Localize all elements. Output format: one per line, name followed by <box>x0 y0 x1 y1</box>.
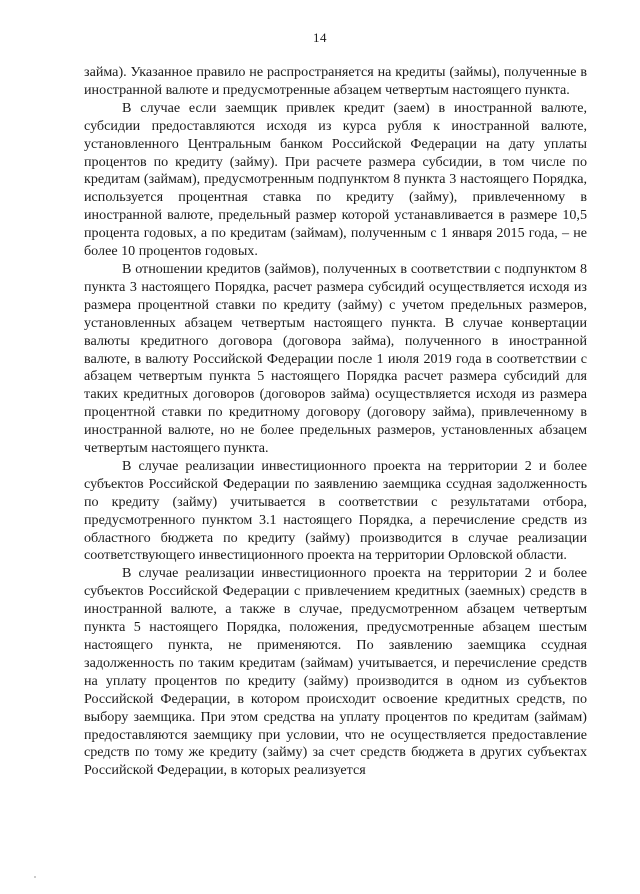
paragraph-credits-subclause-8: В отношении кредитов (займов), полученных в соответствии с подпунктом 8 пункта 3 настоящего Порядка, расчет размера субсидий осуществляется исходя из размера процентной ставки по кредиту (займу) с учетом предельных размеров, установленных абзацем четвертым настоящего пункта. В случае конвертации валюты кредитного договора (договора займа), полученного в иностранной валюте, в валюту Российской Федерации после 1 июля 2019 года в соответствии с абзацем четвертым пункта 5 настоящего Порядка расчет размера субсидий для таких кредитных договоров (договоров займа) осуществляется исходя из размера процентной ставки по кредитному договору (договору займа), привлеченному в иностранной валюте, но не более предельных размеров, установленных абзацем четвертым настоящего пункта. <box>84 260 587 457</box>
page-number: 14 <box>313 30 327 45</box>
scan-artifact-dot <box>34 876 36 878</box>
document-body <box>84 64 587 780</box>
paragraph-multi-region-project: В случае реализации инвестиционного проекта на территории 2 и более субъектов Российской Федерации по заявлению заемщика ссудная задолженность по кредиту (займу) учитывается в соответствии с результатами отбора, предусмотренного пунктом 3.1 настоящего Порядка, а перечисление средств из областного бюджета по кредиту (займу) производится в случае реализации соответствующего инвестиционного проекта на территории Орловской области. <box>84 457 587 564</box>
paragraph-continued: займа). Указанное правило не распространяется на кредиты (займы), полученные в иностранной валюте и предусмотренные абзацем четвертым настоящего пункта. <box>84 64 587 98</box>
paragraph-multi-region-foreign-credit: В случае реализации инвестиционного проекта на территории 2 и более субъектов Российской Федерации с привлечением кредитных (заемных) средств в иностранной валюте, а также в случае, предусмотренном абзацем четвертым пункта 5 настоящего Порядка, положения, предусмотренные абзацем шестым настоящего пункта, не применяются. По заявлению заемщика ссудная задолженность по таким кредитам (займам) учитывается, и перечисление средств на уплату процентов по кредиту (займу) производится в одном из субъектов Российской Федерации, в котором происходит освоение кредитных средств, по выбору заемщика. При этом средства на уплату процентов по кредитам (займам) предоставляются заемщику при условии, что не осуществляется предоставление средств по тому же кредиту (займу) за счет средств бюджета в других субъектах Российской Федерации, в которых реализуется <box>84 565 587 779</box>
paragraph-foreign-currency: В случае если заемщик привлек кредит (заем) в иностранной валюте, субсидии предоставляются исходя из курса рубля к иностранной валюте, установленного Центральным банком Российской Федерации на дату уплаты процентов по кредиту (займу). При расчете размера субсидии, в том числе по кредитам (займам), предусмотренным подпунктом 8 пункта 3 настоящего Порядка, используется процентная ставка по кредиту (займу), привлеченному в иностранной валюте, предельный размер которой устанавливается в размере 10,5 процента годовых, а по кредитам (займам), полученным с 1 января 2015 года, – не более 10 процентов годовых. <box>84 99 587 260</box>
